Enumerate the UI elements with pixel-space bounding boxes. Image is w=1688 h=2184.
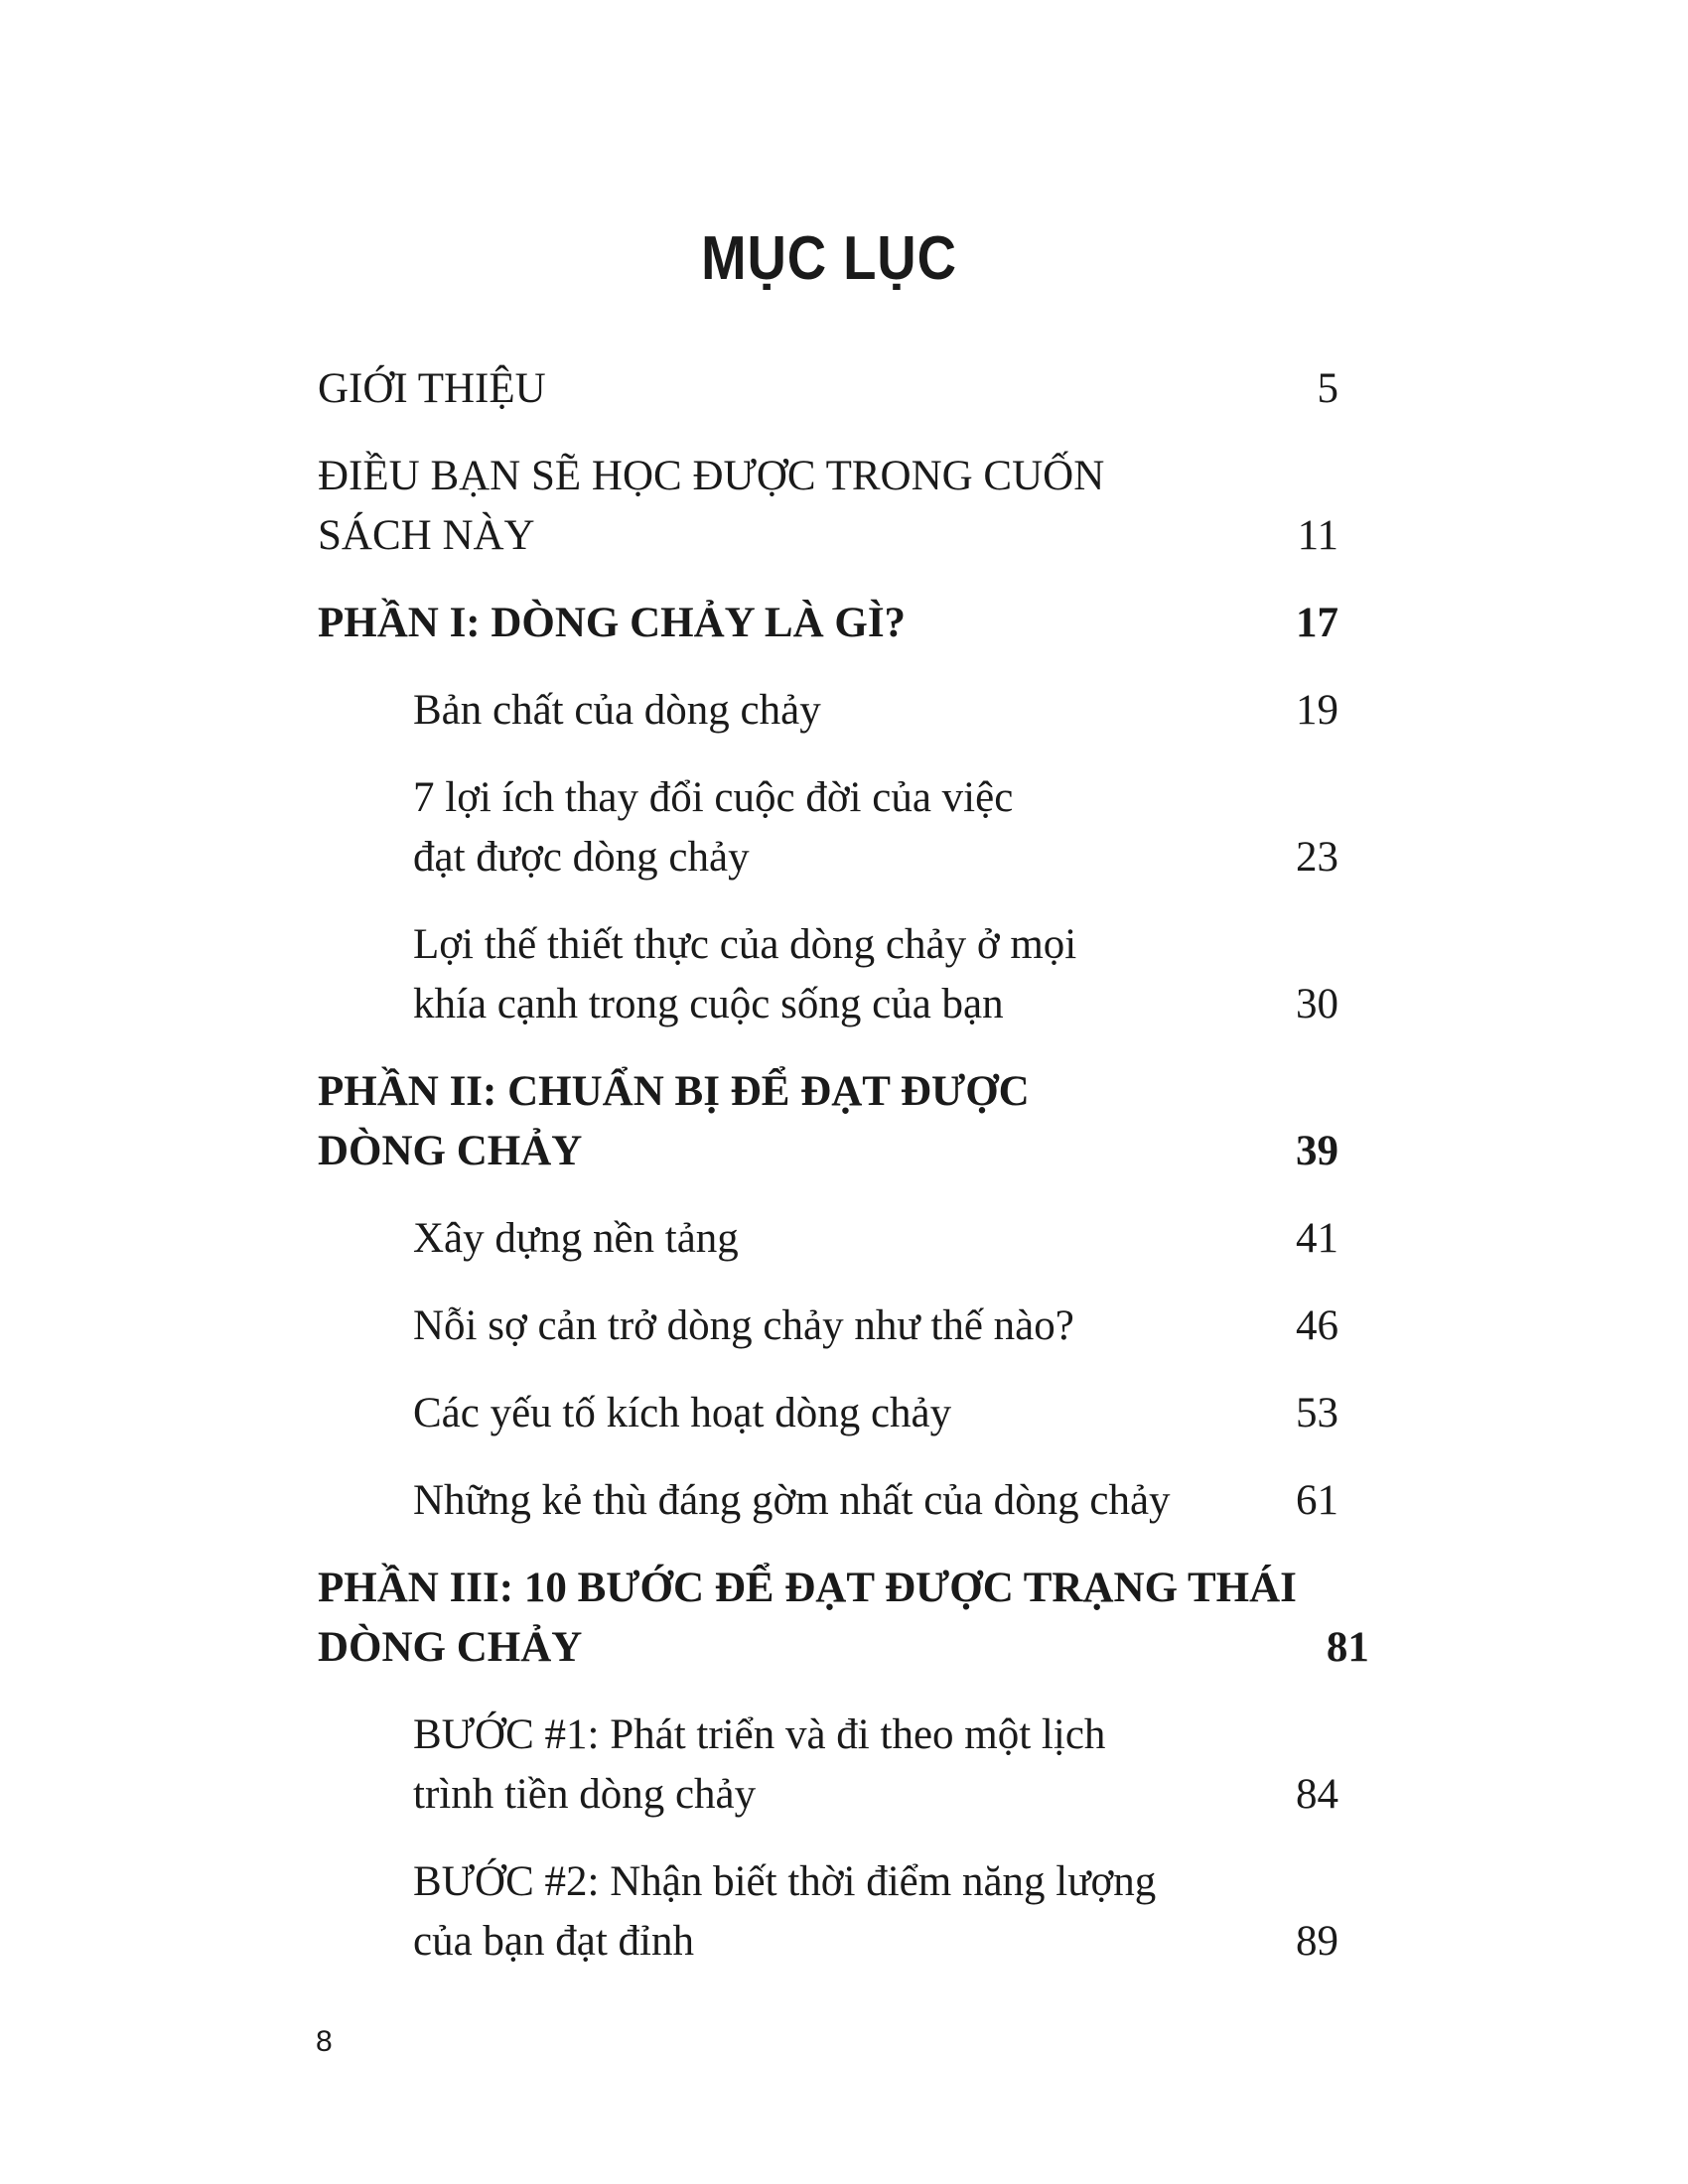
toc-entry-label <box>413 1209 739 1269</box>
toc-entry-label-line: BƯỚC #1: Phát triển và đi theo một lịch <box>413 1711 1106 1758</box>
toc-entry-label <box>318 594 906 653</box>
toc-entry-label-line: Nỗi sợ cản trở dòng chảy như thế nào? <box>413 1302 1074 1349</box>
toc-entry-label-line: GIỚI THIỆU <box>318 365 546 412</box>
toc-entry-label <box>413 1471 1171 1531</box>
toc-entry-page-number: 5 <box>1317 365 1338 412</box>
table-of-contents <box>318 359 1369 1999</box>
toc-entry-page-number: 41 <box>1296 1215 1338 1262</box>
toc-entry-section <box>318 1559 1369 1678</box>
page-number: 8 <box>316 2025 333 2058</box>
toc-entry-chapter <box>318 1384 1338 1443</box>
toc-entry-label-line: SÁCH NÀY <box>318 512 535 559</box>
toc-entry-page-number: 23 <box>1296 834 1338 881</box>
toc-entry-label <box>413 768 1013 887</box>
toc-entry-chapter <box>318 681 1338 741</box>
toc-entry-label-line: Bản chất của dòng chảy <box>413 687 821 734</box>
toc-entry-chapter <box>318 1209 1338 1269</box>
toc-entry-chapter <box>318 1852 1338 1972</box>
toc-entry-page-number: 39 <box>1296 1128 1338 1174</box>
toc-entry-label-line: Những kẻ thù đáng gờm nhất của dòng chảy <box>413 1477 1171 1524</box>
toc-entry-label-line: Lợi thế thiết thực của dòng chảy ở mọi <box>413 921 1077 968</box>
toc-entry-section <box>318 594 1338 653</box>
toc-entry-page-number: 11 <box>1297 512 1338 559</box>
toc-entry-label <box>413 915 1076 1034</box>
page-title: MỤC LỤC <box>701 224 957 293</box>
toc-entry-label-line: PHẦN III: 10 BƯỚC ĐỂ ĐẠT ĐƯỢC TRẠNG THÁI <box>318 1565 1297 1611</box>
toc-entry-label-line: khía cạnh trong cuộc sống của bạn <box>413 981 1004 1027</box>
toc-entry-label-line: BƯỚC #2: Nhận biết thời điểm năng lượng <box>413 1858 1157 1905</box>
toc-entry-section <box>318 1062 1338 1181</box>
toc-entry-label-line: của bạn đạt đỉnh <box>413 1918 694 1965</box>
toc-entry-label-line: DÒNG CHẢY <box>318 1128 583 1174</box>
toc-entry-label <box>318 1062 1030 1181</box>
toc-entry-label-line: PHẦN II: CHUẨN BỊ ĐỂ ĐẠT ĐƯỢC <box>318 1068 1030 1115</box>
toc-entry-chapter <box>318 1706 1338 1825</box>
toc-entry-page-number: 89 <box>1296 1918 1338 1965</box>
toc-entry-label-line: đạt được dòng chảy <box>413 834 750 881</box>
toc-entry-page-number: 81 <box>1326 1624 1369 1671</box>
toc-entry-label <box>413 681 821 741</box>
toc-entry-chapter <box>318 1297 1338 1356</box>
toc-entry-chapter <box>318 768 1338 887</box>
toc-entry-chapter <box>318 1471 1338 1531</box>
toc-entry-label-line: trình tiền dòng chảy <box>413 1771 757 1818</box>
toc-entry-label-line: Các yếu tố kích hoạt dòng chảy <box>413 1390 952 1436</box>
toc-entry-page-number: 19 <box>1296 687 1338 734</box>
toc-entry-label <box>413 1384 951 1443</box>
toc-entry-label-line: Xây dựng nền tảng <box>413 1215 739 1262</box>
toc-entry-label <box>413 1297 1074 1356</box>
toc-entry-label <box>413 1706 1105 1825</box>
toc-entry-label <box>318 1559 1297 1678</box>
toc-entry-page-number: 84 <box>1296 1771 1338 1818</box>
toc-entry-label <box>413 1852 1156 1972</box>
toc-entry-label-line: 7 lợi ích thay đổi cuộc đời của việc <box>413 774 1014 821</box>
toc-entry-section <box>318 359 1338 419</box>
toc-entry-chapter <box>318 915 1338 1034</box>
toc-entry-page-number: 61 <box>1296 1477 1338 1524</box>
toc-entry-page-number: 17 <box>1296 600 1338 646</box>
toc-entry-label-line: DÒNG CHẢY <box>318 1624 583 1671</box>
toc-entry-label-line: ĐIỀU BẠN SẼ HỌC ĐƯỢC TRONG CUỐN <box>318 453 1105 499</box>
toc-entry-page-number: 30 <box>1296 981 1338 1027</box>
toc-entry-label <box>318 359 546 419</box>
toc-entry-label <box>318 447 1104 566</box>
toc-entry-section <box>318 447 1338 566</box>
toc-entry-label-line: PHẦN I: DÒNG CHẢY LÀ GÌ? <box>318 600 907 646</box>
toc-entry-page-number: 46 <box>1296 1302 1338 1349</box>
toc-entry-page-number: 53 <box>1296 1390 1338 1436</box>
